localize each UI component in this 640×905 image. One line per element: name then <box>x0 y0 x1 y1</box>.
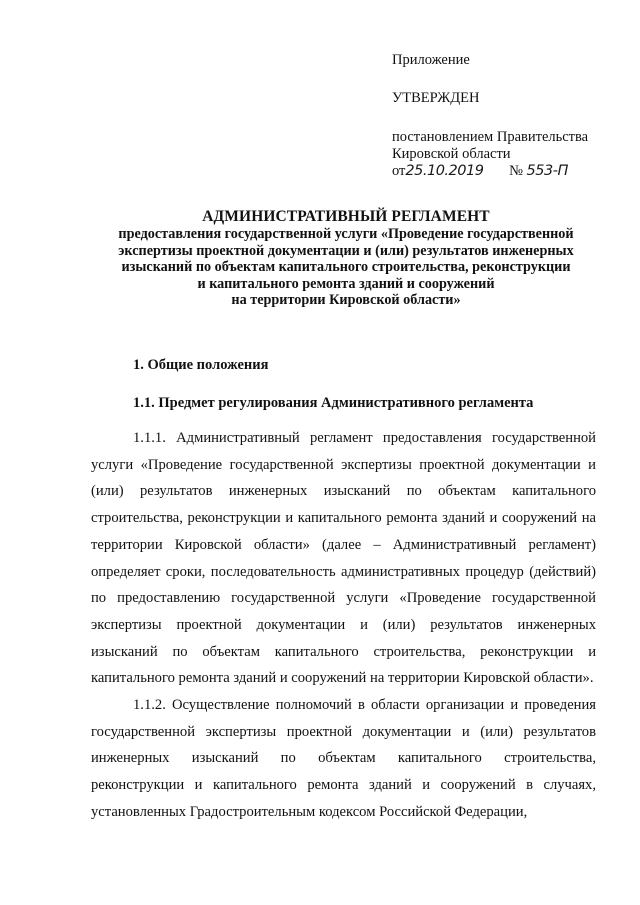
approved-label: УТВЕРЖДЕН <box>392 90 480 106</box>
document-title-block <box>80 207 612 309</box>
paragraph-1-1-2: 1.1.2. Осуществление полномочий в области организации и проведения государственной экспертизы проектной документации и (или) результатов инженерных изысканий по объектам капитального строительства, реконструкции и капитального ремонта зданий и сооружений в случаях, установленных Градостроительным кодексом Российской Федерации, <box>91 697 596 820</box>
subtitle-line-4: и капитального ремонта зданий и сооружений <box>197 275 495 292</box>
subtitle-line-2: экспертизы проектной документации и (или) результатов инженерных <box>118 242 574 259</box>
document-title: АДМИНИСТРАТИВНЫЙ РЕГЛАМЕНТ <box>202 208 490 225</box>
date-prefix: от <box>392 163 406 179</box>
handwritten-number: 553-П <box>526 163 568 179</box>
decree-date-number <box>392 163 622 180</box>
decree-line-1: постановлением Правительства <box>392 129 589 145</box>
subtitle-line-5: на территории Кировской области» <box>231 292 461 309</box>
subsection-heading: 1.1. Предмет регулирования Административного регламента <box>133 395 534 411</box>
handwritten-date: 25.10.2019 <box>405 163 484 179</box>
approval-block <box>392 52 622 180</box>
subtitle-line-3: изысканий по объектам капитального строительства, реконструкции <box>121 259 571 276</box>
document-body <box>91 425 596 826</box>
paragraph-1-1-1: 1.1.1. Административный регламент предоставления государственной услуги «Проведение государственной экспертизы проектной документации и (или) результатов инженерных изысканий по объектам капитального строительства, реконструкции и капитального ремонта зданий и сооружений на территории Кировской области» (далее – Административный регламент) определяет сроки, последовательность административных процедур (действий) по предоставлению государственной услуги «Проведение государственной экспертизы проектной документации и (или) результатов инженерных изысканий по объектам капитального строительства, реконструкции и капитального ремонта зданий и сооружений на территории Кировской области». <box>91 430 596 687</box>
section-heading: 1. Общие положения <box>133 357 269 373</box>
subtitle-line-1: предоставления государственной услуги «Проведение государственной <box>118 226 574 242</box>
decree-reference <box>392 129 622 180</box>
appendix-label: Приложение <box>392 52 470 68</box>
decree-line-2: Кировской области <box>392 146 511 162</box>
number-prefix: № <box>509 163 523 179</box>
